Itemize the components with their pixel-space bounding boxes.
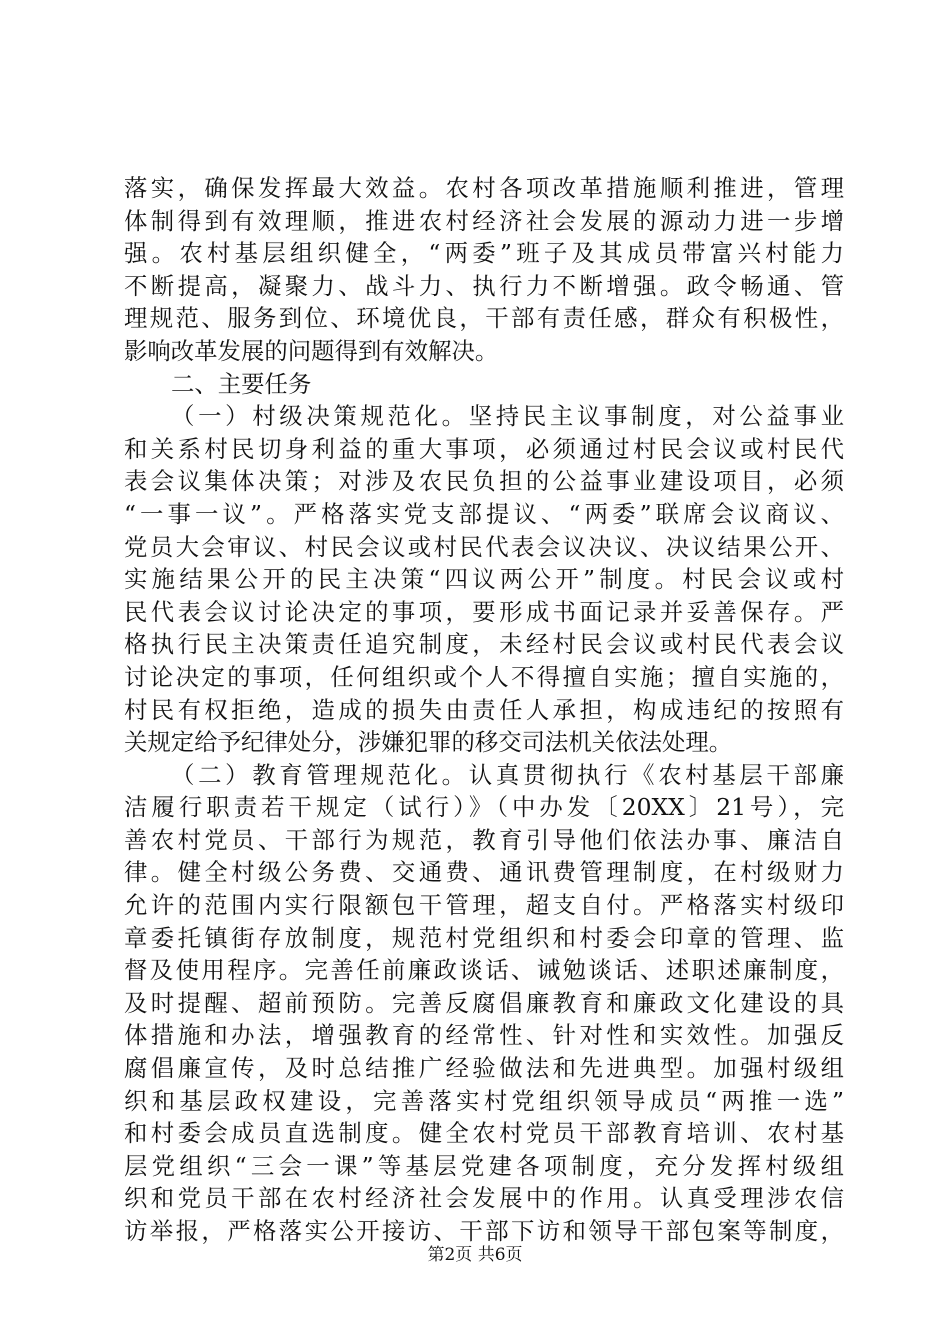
text-line: 村民有权拒绝，造成的损失由责任人承担，构成违纪的按照有 (124, 695, 844, 724)
text-line: 允许的范围内实行限额包干管理，超支自付。严格落实村级印 (124, 891, 844, 920)
text-line: 讨论决定的事项，任何组织或个人不得擅自实施；擅自实施的， (124, 662, 844, 691)
text-line: 及时提醒、超前预防。完善反腐倡廉教育和廉政文化建设的具 (124, 988, 844, 1017)
text-line: 访举报，严格落实公开接访、干部下访和领导干部包案等制度， (124, 1217, 844, 1245)
text-line: 体制得到有效理顺，推进农村经济社会发展的源动力进一步增 (124, 206, 844, 235)
text-line: 层党组织“三会一课”等基层党建各项制度，充分发挥村级组 (124, 1151, 844, 1180)
document-body (124, 172, 844, 1248)
text-line: 不断提高，凝聚力、战斗力、执行力不断增强。政令畅通、管 (124, 271, 844, 300)
text-line: 织和基层政权建设，完善落实村党组织领导成员“两推一选” (124, 1086, 844, 1115)
text-line: 督及使用程序。完善任前廉政谈话、诫勉谈话、述职述廉制度， (124, 956, 844, 985)
text-line: 二、主要任务 (171, 369, 312, 398)
text-line: 章委托镇街存放制度，规范村党组织和村委会印章的管理、监 (124, 923, 844, 952)
text-line: 理规范、服务到位、环境优良，干部有责任感，群众有积极性， (124, 304, 844, 333)
text-line: （一）村级决策规范化。坚持民主议事制度，对公益事业 (171, 402, 844, 431)
text-line: 洁履行职责若干规定（试行）》（中办发〔20XX〕21号），完 (124, 793, 844, 822)
text-line: 和关系村民切身利益的重大事项，必须通过村民会议或村民代 (124, 434, 844, 463)
text-line: 织和党员干部在农村经济社会发展中的作用。认真受理涉农信 (124, 1184, 844, 1213)
text-line: 体措施和办法，增强教育的经常性、针对性和实效性。加强反 (124, 1021, 844, 1050)
text-line: 关规定给予纪律处分，涉嫌犯罪的移交司法机关依法处理。 (124, 728, 733, 757)
text-line: 实施结果公开的民主决策“四议两公开”制度。村民会议或村 (124, 565, 844, 594)
text-line: 律。健全村级公务费、交通费、通讯费管理制度，在村级财力 (124, 858, 844, 887)
text-line: 民代表会议讨论决定的事项，要形成书面记录并妥善保存。严 (124, 597, 844, 626)
text-line: 强。农村基层组织健全，“两委”班子及其成员带富兴村能力 (124, 239, 844, 268)
text-line: 腐倡廉宣传，及时总结推广经验做法和先进典型。加强村级组 (124, 1054, 844, 1083)
text-line: 党员大会审议、村民会议或村民代表会议决议、决议结果公开、 (124, 532, 844, 561)
text-line: 落实，确保发挥最大效益。农村各项改革措施顺利推进，管理 (124, 174, 844, 202)
text-line: 影响改革发展的问题得到有效解决。 (124, 336, 499, 365)
text-line: “一事一议”。严格落实党支部提议、“两委”联席会议商议、 (124, 499, 844, 528)
text-line: 格执行民主决策责任追究制度，未经村民会议或村民代表会议 (124, 630, 844, 659)
text-line: 善农村党员、干部行为规范，教育引导他们依法办事、廉洁自 (124, 825, 844, 854)
text-line: 和村委会成员直选制度。健全农村党员干部教育培训、农村基 (124, 1119, 844, 1148)
text-line: （二）教育管理规范化。认真贯彻执行《农村基层干部廉 (171, 760, 844, 789)
text-line: 表会议集体决策；对涉及农民负担的公益事业建设项目，必须 (124, 467, 844, 496)
page-number-footer: 第2页 共6页 (427, 1245, 523, 1265)
